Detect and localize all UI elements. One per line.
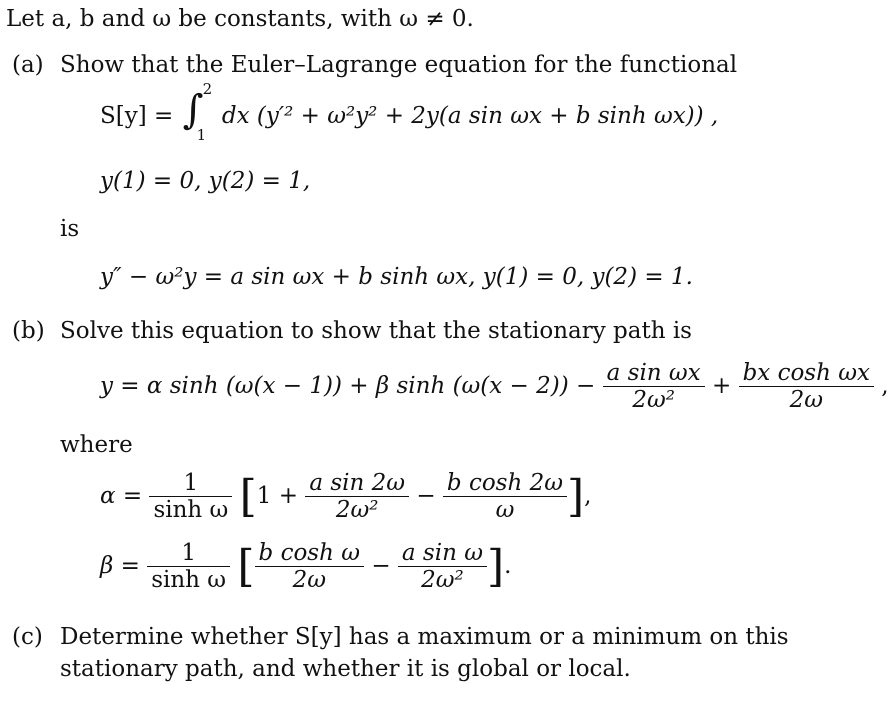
solution-fraction-2 xyxy=(739,360,874,414)
beta-lhs: β = xyxy=(100,552,140,579)
alpha-open-bracket: [ xyxy=(239,470,257,522)
alpha-prefactor xyxy=(149,470,232,524)
beta-trail: . xyxy=(504,552,512,579)
part-c-line-1: Determine whether S[y] has a maximum or a minimum on this xyxy=(60,624,789,650)
alpha-term-1 xyxy=(305,470,409,524)
alpha-term-1-num: a sin 2ω xyxy=(305,470,409,497)
part-a-text: Show that the Euler–Lagrange equation for the functional xyxy=(60,52,738,78)
beta-term-2 xyxy=(398,540,487,594)
part-a-label: (a) xyxy=(12,52,44,78)
alpha-trail: , xyxy=(584,482,592,509)
integral-upper-limit: 2 xyxy=(202,80,213,98)
beta-term-2-num: a sin ω xyxy=(398,540,487,567)
intro-text: Let a, b and ω be constants, with ω ≠ 0. xyxy=(6,6,474,32)
beta-term-2-den: 2ω² xyxy=(421,567,464,594)
solution-fraction-1 xyxy=(603,360,705,414)
alpha-prefactor-den: sinh ω xyxy=(153,497,229,524)
solution-lead: y = α sinh (ω(x − 1)) + β sinh (ω(x − 2)) − xyxy=(100,372,596,399)
beta-prefactor xyxy=(147,540,230,594)
functional-definition xyxy=(100,80,719,152)
solution-trail: , xyxy=(881,372,889,399)
solution-fraction-2-num: bx cosh ωx xyxy=(739,360,874,387)
beta-definition xyxy=(100,540,511,594)
functional-lhs: S[y] = xyxy=(100,103,174,129)
solution-fraction-1-num: a sin ωx xyxy=(603,360,705,387)
beta-term-1-num: b cosh ω xyxy=(255,540,364,567)
beta-minus: − xyxy=(371,552,391,579)
alpha-term-1-den: 2ω² xyxy=(335,497,379,524)
part-c-label: (c) xyxy=(12,624,43,650)
beta-open-bracket: [ xyxy=(237,540,255,592)
beta-prefactor-num: 1 xyxy=(147,540,230,567)
integral-lower-limit: 1 xyxy=(196,126,207,144)
beta-term-1 xyxy=(255,540,364,594)
part-b-text: Solve this equation to show that the stationary path is xyxy=(60,318,692,344)
alpha-prefactor-num: 1 xyxy=(149,470,232,497)
solution-fraction-2-den: 2ω xyxy=(789,387,823,414)
beta-prefactor-den: sinh ω xyxy=(151,567,227,594)
part-b-label: (b) xyxy=(12,318,45,344)
alpha-term-2-num: b cosh 2ω xyxy=(443,470,567,497)
alpha-term-2-den: ω xyxy=(495,497,515,524)
integral xyxy=(181,80,215,144)
alpha-one-plus: 1 + xyxy=(256,482,298,509)
boundary-conditions: y(1) = 0, y(2) = 1, xyxy=(100,168,311,194)
stationary-path-solution xyxy=(100,360,889,414)
solution-fraction-1-den: 2ω² xyxy=(632,387,675,414)
where-word: where xyxy=(60,432,133,458)
integrand: dx (y′² + ω²y² + 2y(a sin ωx + b sinh ωx)) , xyxy=(221,103,719,129)
integral-sign: ∫ xyxy=(182,87,204,133)
euler-lagrange-equation: y″ − ω²y = a sin ωx + b sinh ωx, y(1) = 0, y(2) = 1. xyxy=(100,264,693,290)
beta-close-bracket: ] xyxy=(486,540,505,592)
alpha-close-bracket: ] xyxy=(567,470,585,522)
solution-plus: + xyxy=(711,372,732,399)
alpha-term-2 xyxy=(443,470,567,524)
beta-term-1-den: 2ω xyxy=(292,567,326,594)
part-c-line-2: stationary path, and whether it is global or local. xyxy=(60,656,631,682)
alpha-definition xyxy=(100,470,591,524)
is-word: is xyxy=(60,216,80,242)
alpha-lhs: α = xyxy=(100,482,143,509)
alpha-minus: − xyxy=(416,482,436,509)
